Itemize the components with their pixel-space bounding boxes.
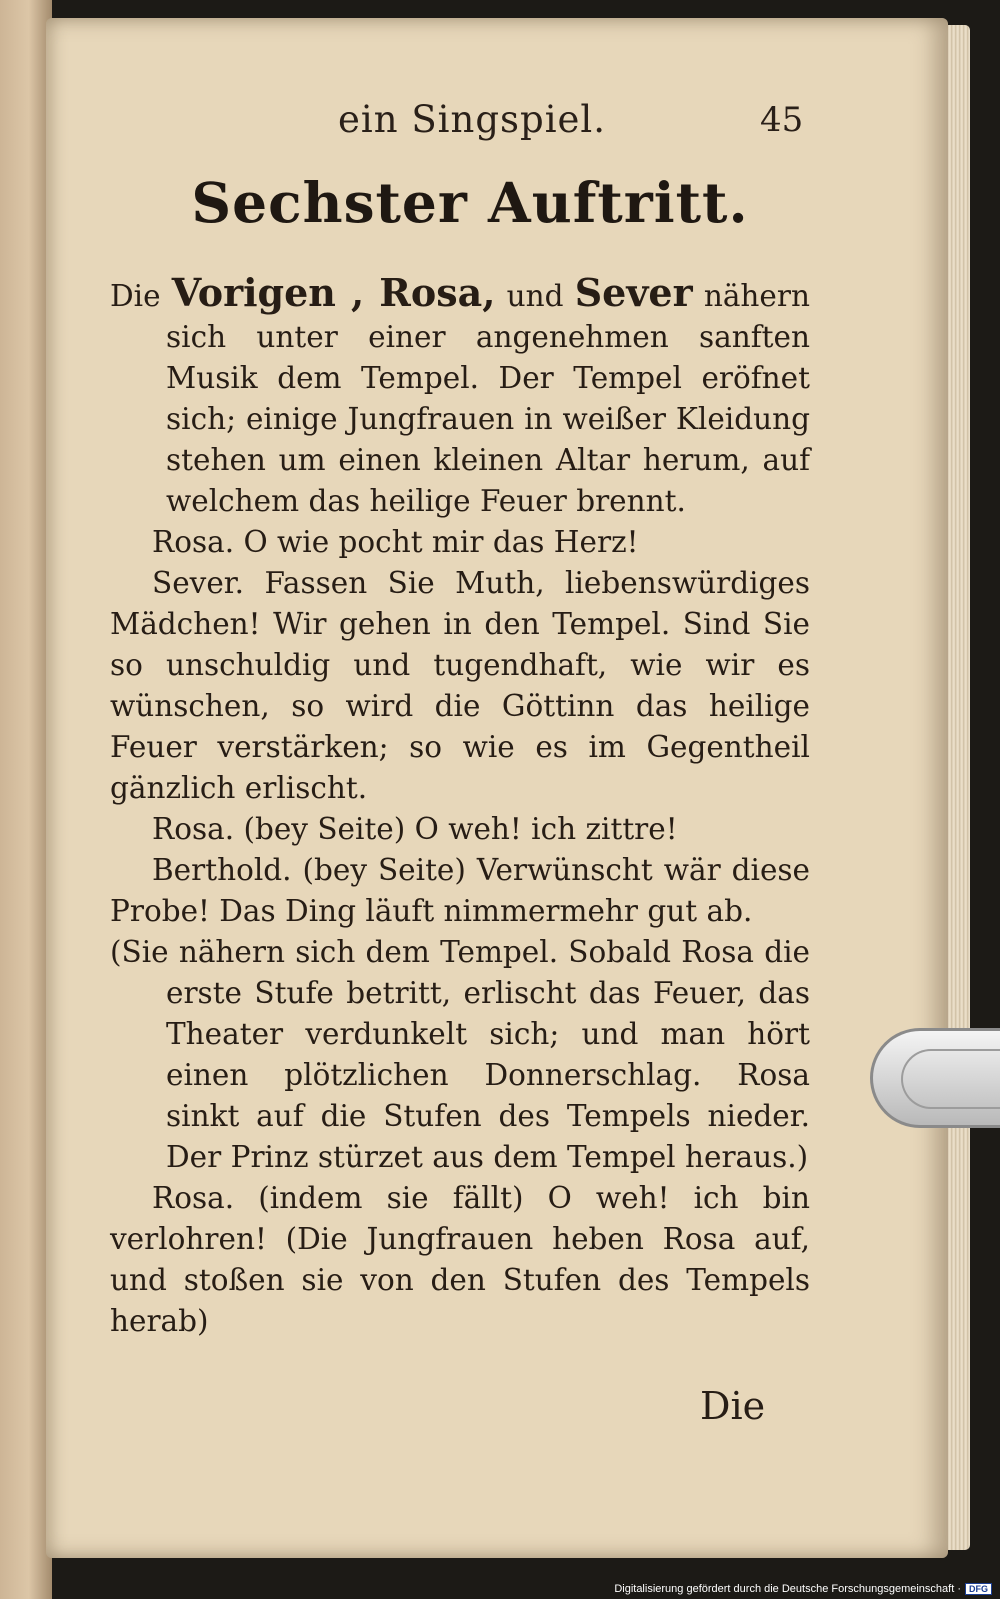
character-names: Vorigen , Rosa, (171, 270, 496, 315)
dialogue-line: Rosa. (bey Seite) O weh! ich zittre! (152, 812, 678, 846)
dialogue-line: Rosa. (indem sie fällt) O weh! ich bin verlohren! (Die Jungfrauen heben Rosa auf, und stoßen sie von den Stufen des Tempels herab) (110, 1181, 810, 1338)
stage-direction-opening (110, 272, 810, 522)
catchword: Die (700, 1384, 766, 1428)
dfg-logo: DFG (965, 1583, 992, 1595)
stage-direction-rest: nähern sich unter einer angenehmen sanften Musik dem Tempel. Der Tempel eröfnet sich; einige Jungfrauen in weißer Kleidung stehen um einen kleinen Altar herum, auf welchem das heilige Feuer brennt. (166, 279, 810, 518)
stage-direction-prefix: Die (110, 279, 172, 313)
character-name-sever: Sever (574, 270, 693, 315)
dialogue-line: Sever. Fassen Sie Muth, liebenswürdiges Mädchen! Wir gehen in den Tempel. Sind Sie so unschuldig und tugendhaft, wie wir es wünschen, so wird die Göttinn das heilige Feuer verstärken; so wie es im Gegentheil gänzlich erlischt. (110, 566, 810, 805)
scene-title: Sechster Auftritt. (191, 170, 749, 235)
paper-clip-inner-loop (901, 1049, 1000, 1109)
paper-clip (870, 1028, 1000, 1128)
stage-direction: (Sie nähern sich dem Tempel. Sobald Rosa die erste Stufe betritt, erlischt das Feuer, das Theater verdunkelt sich; und man hört einen plötzlichen Donnerschlag. Rosa sinkt auf die Stufen des Tempels nieder. Der Prinz stürzet aus dem Tempel heraus.) (110, 935, 810, 1174)
footer-credit: Digitalisierung gefördert durch die Deutsche Forschungsgemeinschaft · (614, 1583, 961, 1595)
stage-direction-und: und (495, 279, 575, 313)
body-text (110, 272, 810, 1342)
dialogue-line: Rosa. O wie pocht mir das Herz! (152, 525, 639, 559)
left-page-edge (0, 0, 52, 1599)
digitization-footer (614, 1583, 992, 1595)
page-number: 45 (760, 100, 804, 140)
running-head: ein Singspiel. (338, 98, 607, 141)
dialogue-line: Berthold. (bey Seite) Verwünscht wär diese Probe! Das Ding läuft nimmermehr gut ab. (110, 853, 810, 928)
